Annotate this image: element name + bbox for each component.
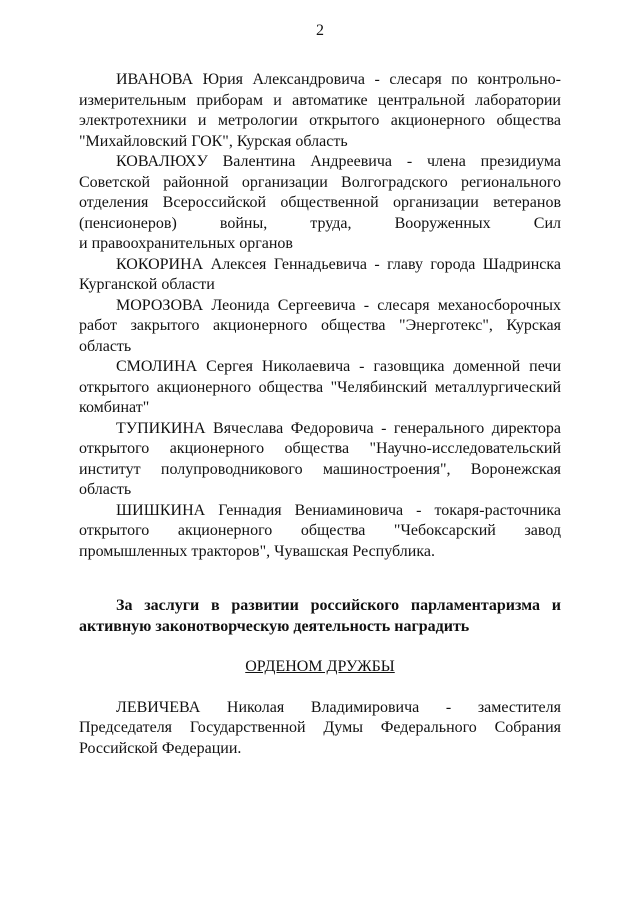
entry-line: институт полупроводникового машиностроения", Воронежская: [79, 460, 561, 478]
award-entry: [79, 419, 561, 501]
award-entry: [79, 698, 561, 760]
entry-line: ЛЕВИЧЕВА Николая Владимировича - заместителя: [116, 698, 561, 716]
entry-line: ШИШКИНА Геннадия Вениаминовича - токаря-расточника: [116, 501, 561, 519]
award-entry: [79, 501, 561, 563]
entry-line: электротехники и метрологии открытого акционерного общества: [79, 112, 561, 129]
entry-line: Курганской области: [79, 276, 215, 293]
entry-line: комбинат": [79, 399, 150, 416]
award-title: ОРДЕНОМ ДРУЖБЫ: [245, 658, 395, 675]
entry-line: ИВАНОВА Юрия Александровича - слесаря по контрольно-: [116, 71, 561, 88]
entry-line: промышленных тракторов", Чувашская Республика.: [79, 542, 435, 560]
entry-line: Российской Федерации.: [79, 739, 242, 757]
entry-line: МОРОЗОВА Леонида Сергеевича - слесаря механосборочных: [116, 296, 561, 314]
entry-line: СМОЛИНА Сергея Николаевича - газовщика доменной печи: [116, 358, 561, 375]
entry-line: открытого акционерного общества "Научно-исследовательский: [79, 440, 561, 457]
award-entry: [79, 296, 561, 358]
section-heading: [79, 596, 561, 637]
section-spacer: [79, 562, 561, 596]
entry-line: (пенсионеров) войны, труда, Вооруженных Сил: [79, 214, 561, 232]
award-entry: [79, 70, 561, 152]
entry-line: измерительным приборам и автоматике центральной лаборатории: [79, 91, 561, 109]
entry-line: открытого акционерного общества "Чебоксарский завод: [79, 522, 561, 539]
entry-line: работ закрытого акционерного общества "Энерготекс", Курская: [79, 317, 561, 334]
entry-line: область: [79, 337, 132, 355]
document-body: [79, 70, 561, 759]
award-entry: [79, 357, 561, 419]
entry-line: ТУПИКИНА Вячеслава Федоровича - генерального директора: [116, 419, 561, 437]
entry-line: Председателя Государственной Думы Федерального Собрания: [79, 719, 561, 736]
page-number: 2: [316, 22, 324, 39]
heading-line: активную законотворческую деятельность наградить: [79, 617, 470, 635]
heading-line: За заслуги в развитии российского парламентаризма и: [116, 597, 561, 614]
entry-line: "Михайловский ГОК", Курская область: [79, 132, 348, 150]
entry-line: КОКОРИНА Алексея Геннадьевича - главу города Шадринска: [116, 255, 561, 273]
award-entry: [79, 255, 561, 296]
entry-line: открытого акционерного общества "Челябинский металлургический: [79, 378, 561, 396]
award-entry: [79, 152, 561, 255]
entry-line: область: [79, 481, 132, 498]
entry-line: отделения Всероссийской общественной организации ветеранов: [79, 194, 561, 211]
entry-line: Советской районной организации Волгоградского регионального: [79, 173, 561, 191]
entry-line: КОВАЛЮХУ Валентина Андреевича - члена президиума: [116, 153, 561, 170]
entry-line: и правоохранительных органов: [79, 235, 293, 252]
